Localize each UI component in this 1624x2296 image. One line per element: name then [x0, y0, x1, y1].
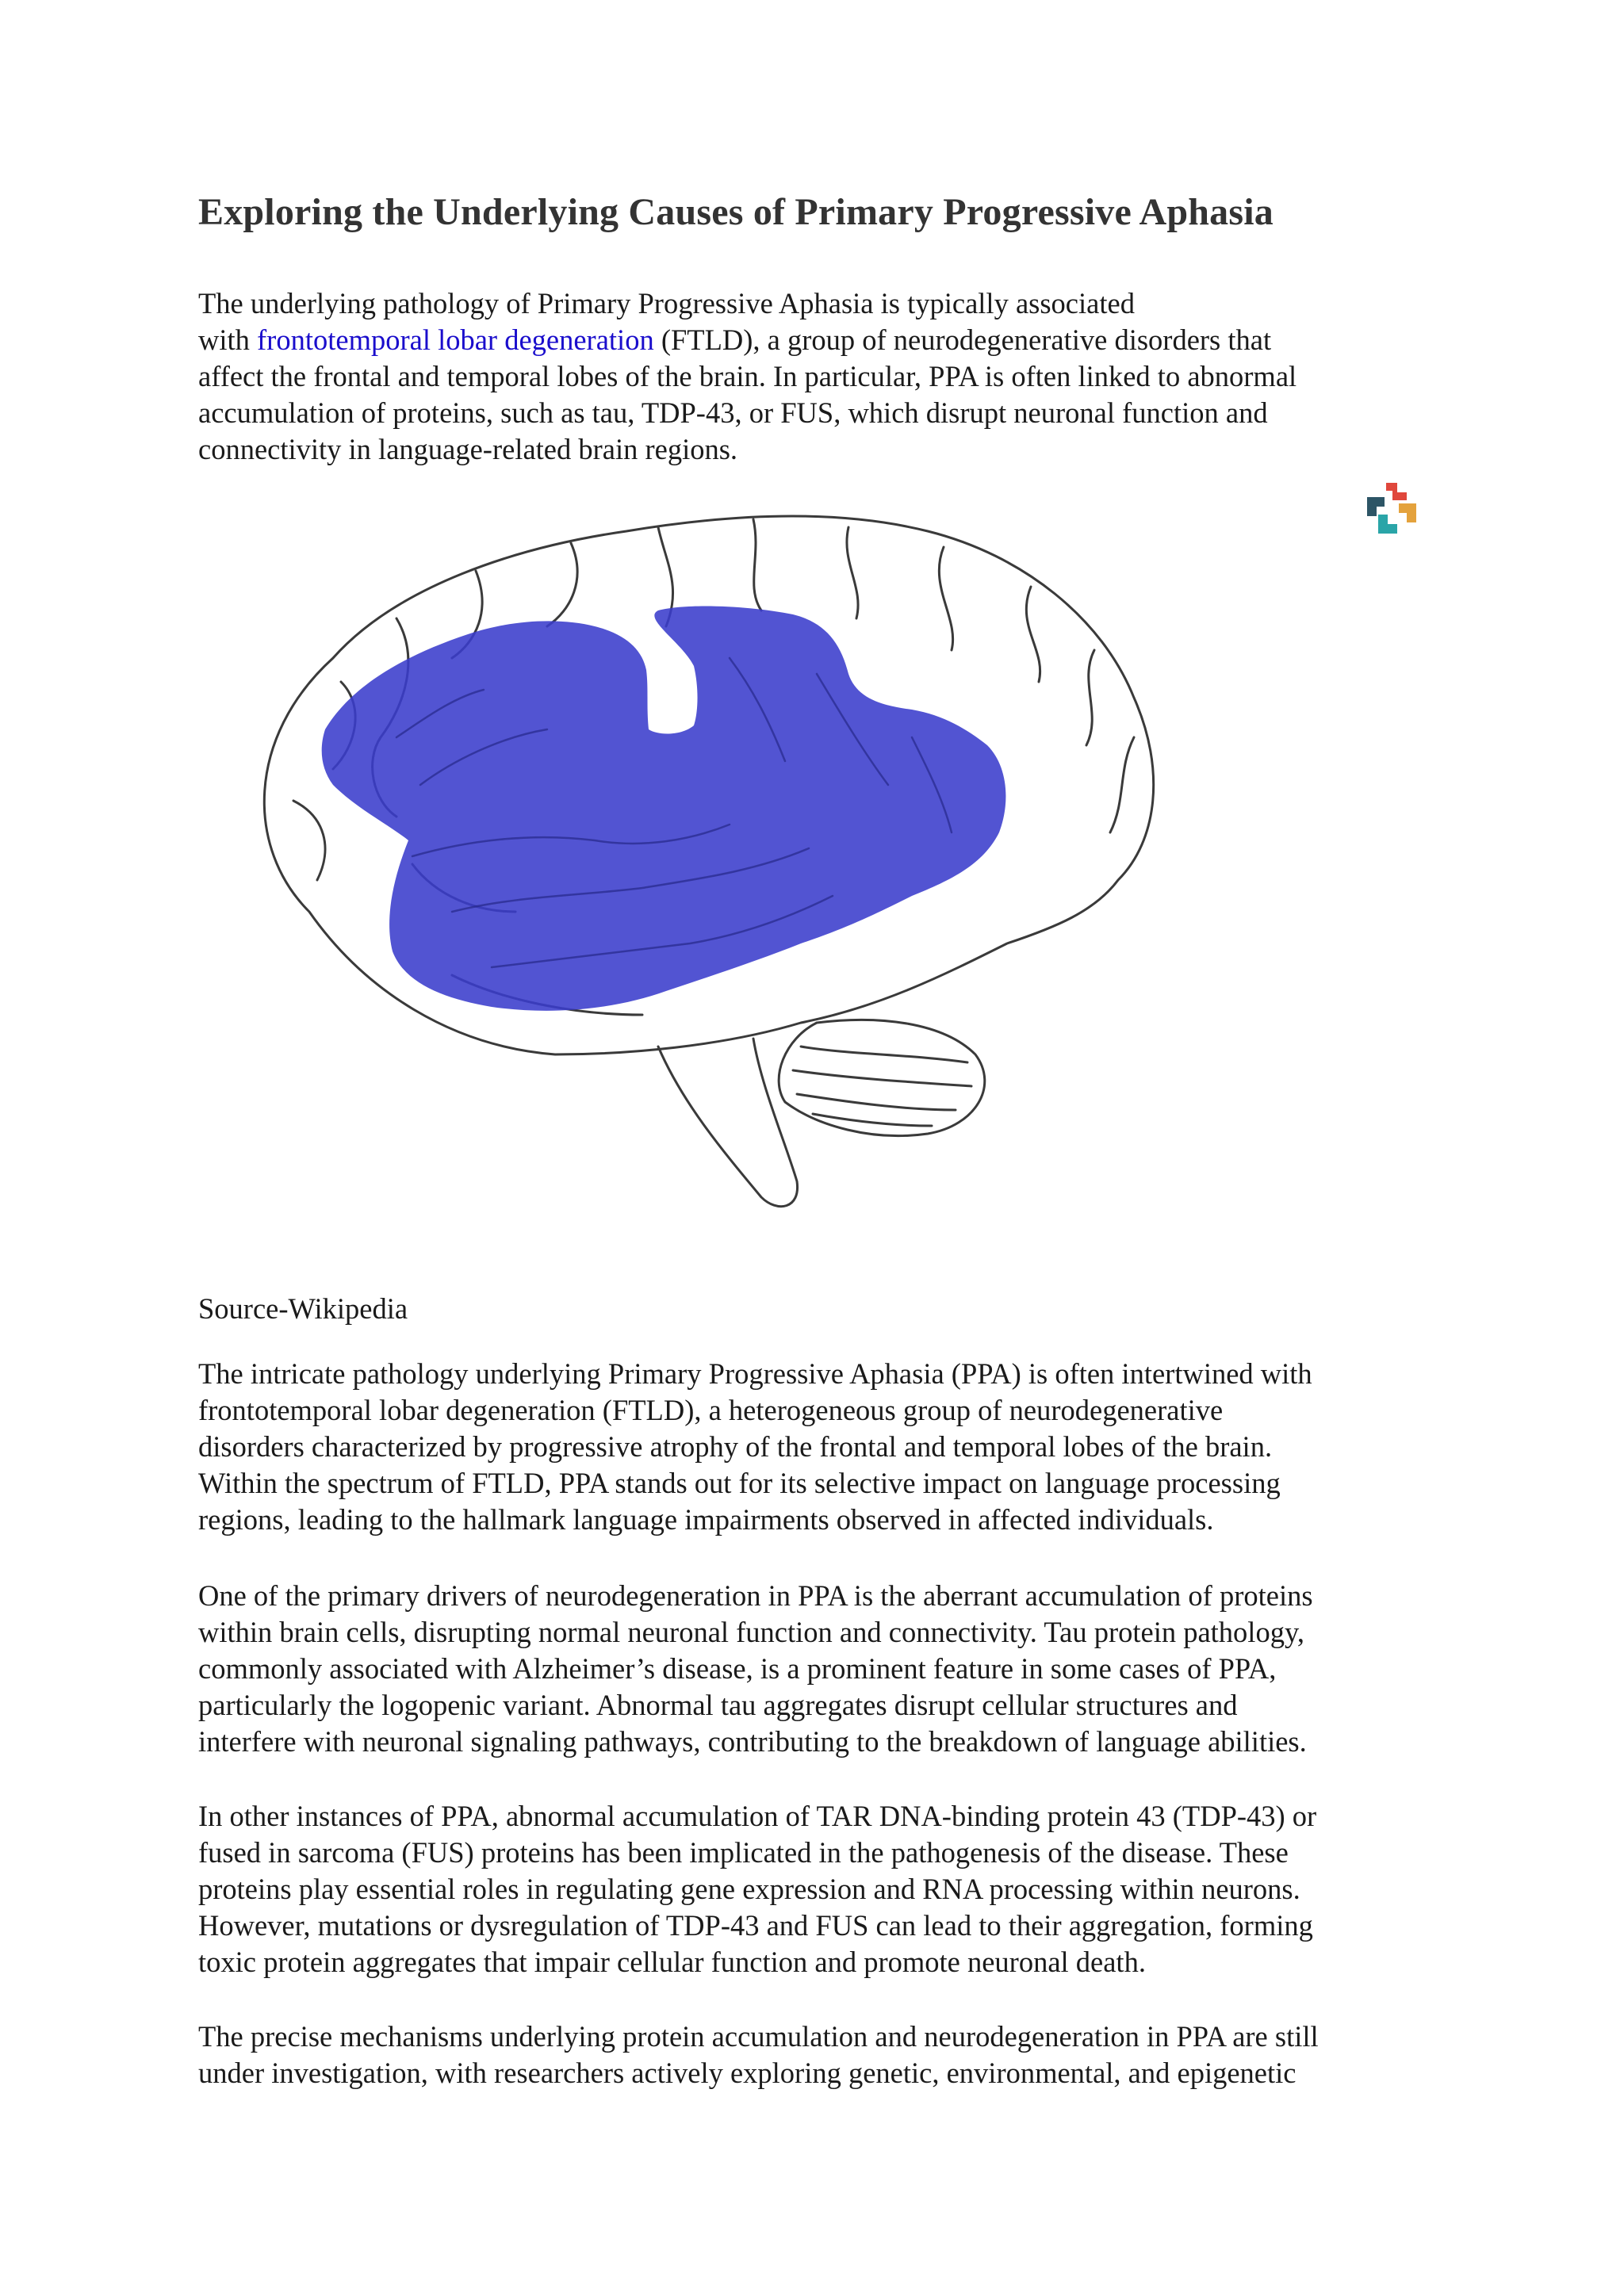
paragraph-line: One of the primary drivers of neurodegeneration in PPA is the aberrant accumulation of proteins — [198, 1579, 1313, 1612]
intro-line-2-prefix: with — [198, 323, 258, 356]
paragraph-line: In other instances of PPA, abnormal accumulation of TAR DNA-binding protein 43 (TDP-43) or — [198, 1800, 1317, 1832]
brain-illustration — [214, 499, 1253, 1213]
intro-line-5: connectivity in language-related brain regions. — [198, 433, 738, 465]
intro-line-2-suffix: (FTLD), a group of neurodegenerative disorders that — [653, 323, 1272, 356]
affected-region-highlight — [322, 607, 1006, 1011]
paragraph-line: interfere with neuronal signaling pathways, contributing to the breakdown of language abilities. — [198, 1725, 1307, 1758]
paragraph-line: particularly the logopenic variant. Abnormal tau aggregates disrupt cellular structures and — [198, 1689, 1238, 1721]
intro-paragraph — [198, 285, 1435, 468]
paragraph-line: toxic protein aggregates that impair cellular function and promote neuronal death. — [198, 1946, 1146, 1978]
paragraph-line: However, mutations or dysregulation of TDP-43 and FUS can lead to their aggregation, forming — [198, 1909, 1313, 1942]
paragraph-line: Within the spectrum of FTLD, PPA stands out for its selective impact on language processing — [198, 1467, 1281, 1499]
intro-line-4: accumulation of proteins, such as tau, TDP-43, or FUS, which disrupt neuronal function and — [198, 396, 1268, 429]
paragraph-line: frontotemporal lobar degeneration (FTLD), a heterogeneous group of neurodegenerative — [198, 1394, 1224, 1426]
intro-line-2 — [198, 322, 1435, 358]
site-logo-icon — [1364, 480, 1419, 537]
paragraph-line: The intricate pathology underlying Primary Progressive Aphasia (PPA) is often intertwined with — [198, 1357, 1312, 1390]
intro-line-1: The underlying pathology of Primary Progressive Aphasia is typically associated — [198, 287, 1135, 320]
paragraph-line: proteins play essential roles in regulating gene expression and RNA processing within neurons. — [198, 1873, 1300, 1905]
paragraph-line: within brain cells, disrupting normal neuronal function and connectivity. Tau protein pathology, — [198, 1616, 1304, 1648]
paragraph-3 — [198, 1798, 1435, 1980]
paragraph-line: fused in sarcoma (FUS) proteins has been implicated in the pathogenesis of the disease. These — [198, 1836, 1289, 1869]
paragraph-4 — [198, 2019, 1435, 2091]
paragraph-line: regions, leading to the hallmark language impairments observed in affected individuals. — [198, 1503, 1214, 1536]
figure-caption: Source-Wikipedia — [198, 1292, 408, 1325]
intro-line-3: affect the frontal and temporal lobes of the brain. In particular, PPA is often linked to abnormal — [198, 360, 1297, 392]
paragraph-line: under investigation, with researchers actively exploring genetic, environmental, and epigenetic — [198, 2057, 1297, 2089]
paragraph-line: The precise mechanisms underlying protein accumulation and neurodegeneration in PPA are still — [198, 2020, 1319, 2053]
article-title: Exploring the Underlying Causes of Primary Progressive Aphasia — [198, 191, 1274, 233]
ftld-link[interactable]: frontotemporal lobar degeneration — [257, 323, 654, 356]
paragraph-2 — [198, 1578, 1435, 1760]
paragraph-1 — [198, 1356, 1435, 1538]
paragraph-line: disorders characterized by progressive atrophy of the frontal and temporal lobes of the brain. — [198, 1430, 1273, 1463]
paragraph-line: commonly associated with Alzheimer’s disease, is a prominent feature in some cases of PPA, — [198, 1652, 1277, 1685]
